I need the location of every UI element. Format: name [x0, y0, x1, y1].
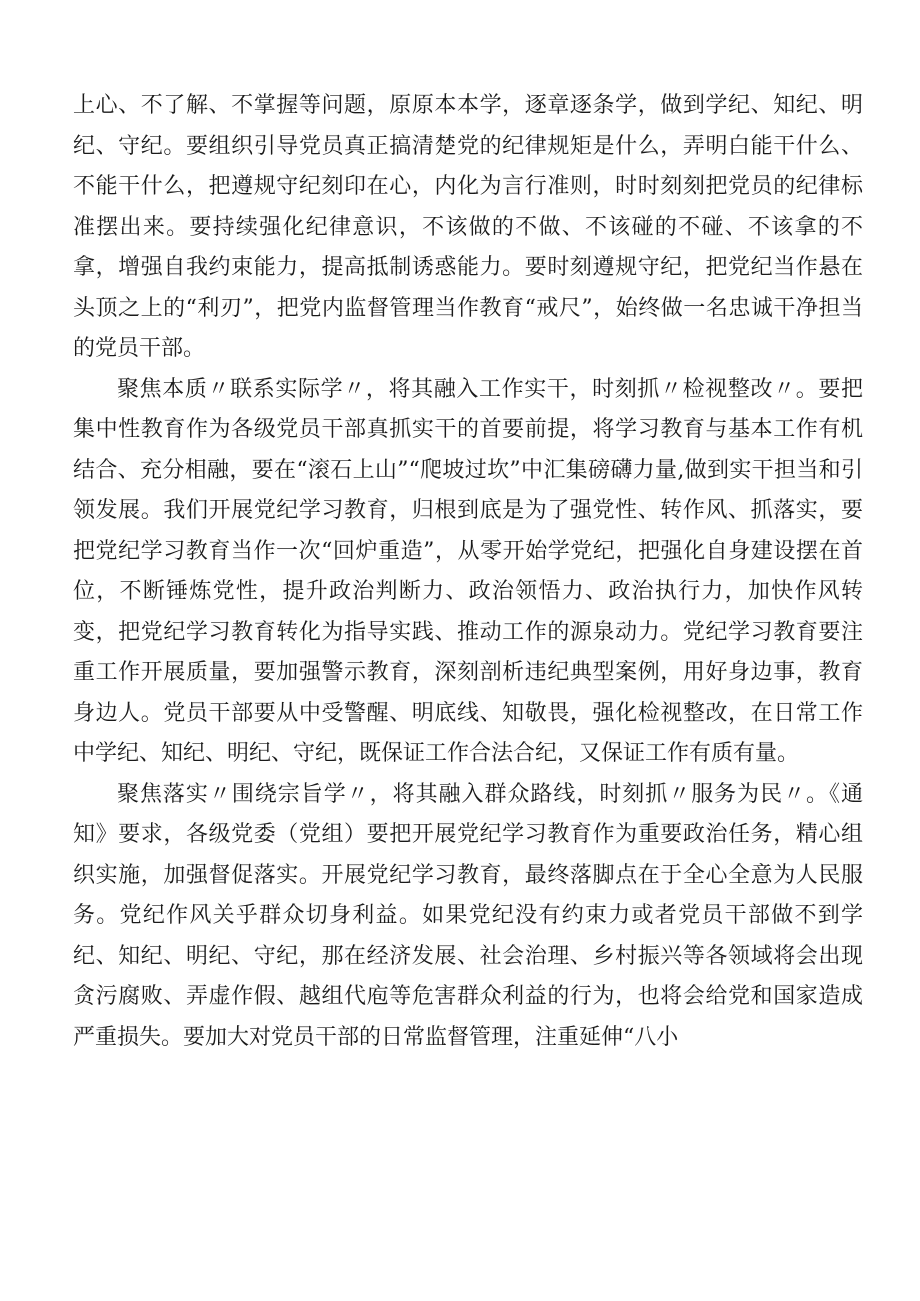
paragraph-1: 上心、不了解、不掌握等问题，原原本本学，逐章逐条学，做到学纪、知纪、明纪、守纪。要组织引导党员真正搞清楚党的纪律规矩是什么，弄明白能干什么、不能干什么，把遵规守纪刻印在心，内化为言行准则，时时刻刻把党员的纪律标准摆出来。要持续强化纪律意识，不该做的不做、不该碰的不碰、不该拿的不拿，增强自我约束能力，提高抵制诱惑能力。要时刻遵规守纪，把党纪当作悬在头顶之上的“利刃”，把党内监督管理当作教育“戒尺”，始终做一名忠诚干净担当的党员干部。 [73, 93, 863, 361]
paragraph-3: 聚焦落实〃围绕宗旨学〃，将其融入群众路线，时刻抓〃服务为民〃。《通知》要求，各级党委（党组）要把开展党纪学习教育作为重要政治任务，精心组织实施，加强督促落实。开展党纪学习教育，最终落脚点在于全心全意为人民服务。党纪作风关乎群众切身利益。如果党纪没有约束力或者党员干部做不到学纪、知纪、明纪、守纪，那在经济发展、社会治理、乡村振兴等各领域将会出现贪污腐败、弄虚作假、越组代庖等危害群众利益的行为，也将会给党和国家造成严重损失。要加大对党员干部的日常监督管理，注重延伸“八小 [73, 781, 863, 1050]
paragraph-2: 聚焦本质〃联系实际学〃，将其融入工作实干，时刻抓〃检视整改〃。要把集中性教育作为各级党员干部真抓实干的首要前提，将学习教育与基本工作有机结合、充分相融，要在“滚石上山”“爬坡过坎”中汇集磅礴力量,做到实干担当和引领发展。我们开展党纪学习教育，归根到底是为了强党性、转作风、抓落实，要把党纪学习教育当作一次“回炉重造”，从零开始学党纪，把强化自身建设摆在首位，不断锤炼党性，提升政治判断力、政治领悟力、政治执行力，加快作风转变，把党纪学习教育转化为指导实践、推动工作的源泉动力。党纪学习教育要注重工作开展质量，要加强警示教育，深刻剖析违纪典型案例，用好身边事，教育身边人。党员干部要从中受警醒、明底线、知敬畏，强化检视整改，在日常工作中学纪、知纪、明纪、守纪，既保证工作合法合纪，又保证工作有质有量。 [73, 376, 863, 766]
document-body [73, 86, 863, 1058]
